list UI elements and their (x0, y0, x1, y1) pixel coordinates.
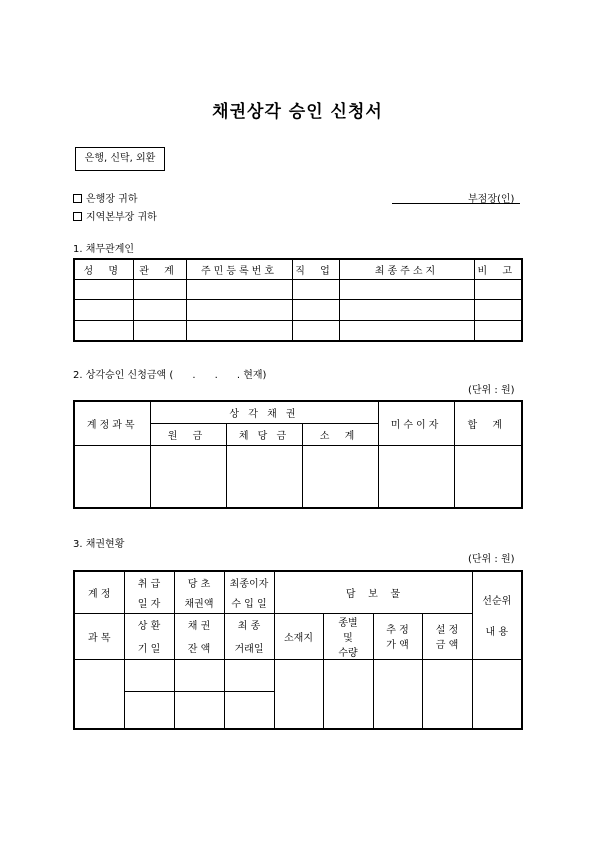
header-last-interest-2: 수 입 일 (224, 592, 274, 613)
addressee-line1-label: 은행장 귀하 (86, 194, 138, 205)
header-principal: 원 금 (150, 423, 226, 445)
addressee-bank-president (73, 190, 137, 205)
header-repay-date-1: 상 환 (124, 613, 174, 636)
header-type-qty-2: 및 (343, 632, 353, 644)
header-collateral: 담 보 물 (274, 571, 472, 613)
table-row (74, 320, 522, 341)
header-repay-date-2: 기 일 (124, 636, 174, 659)
addressee-regional-head (73, 208, 157, 223)
section2-heading: 2. 상각승인 신청금액 ( . . . 현재) (73, 370, 267, 381)
signer-label: 부점장(인) (468, 194, 515, 205)
header-set-amount (422, 613, 472, 659)
page-title: 채권상각 승인 신청서 (212, 102, 383, 122)
header-set-amount-1: 설 정 (435, 625, 459, 636)
header-name: 성 명 (74, 259, 133, 279)
checkbox-icon[interactable] (73, 212, 82, 221)
header-priority-1: 선순위 (482, 596, 512, 608)
header-est-value-2: 가 액 (386, 640, 409, 651)
table-row (74, 659, 522, 691)
header-handle-date-1: 취 급 (124, 571, 174, 592)
table-row (74, 299, 522, 320)
claim-status-table (73, 570, 523, 730)
section3-unit: (단위 : 원) (468, 554, 515, 565)
header-balance-2: 잔 액 (174, 636, 224, 659)
header-relation: 관 계 (133, 259, 186, 279)
header-id-number: 주민등록번호 (186, 259, 292, 279)
header-account: 계정과목 (74, 401, 150, 445)
header-last-txn-1: 최 종 (224, 613, 274, 636)
header-writeoff-claims: 상 각 채 권 (150, 401, 378, 423)
header-location: 소재지 (274, 613, 323, 659)
header-unpaid-interest: 미수이자 (378, 401, 454, 445)
section1-heading: 1. 채무관계인 (73, 244, 135, 255)
writeoff-amount-table (73, 400, 523, 509)
header-occupation: 직 업 (292, 259, 339, 279)
table-row (74, 279, 522, 299)
header-type-qty (323, 613, 373, 659)
debtor-table (73, 258, 523, 342)
header-last-address: 최종주소지 (339, 259, 474, 279)
header-last-txn-2: 거래일 (224, 636, 274, 659)
header-priority (472, 571, 522, 659)
header-last-interest-1: 최종이자 (224, 571, 274, 592)
header-type-qty-3: 수량 (338, 647, 358, 659)
header-arrears: 체 당 금 (226, 423, 302, 445)
header-type-qty-1: 종별 (338, 617, 358, 629)
header-total: 합 계 (454, 401, 522, 445)
header-handle-date-2: 일 자 (124, 592, 174, 613)
header-account-top: 계 정 (74, 571, 124, 613)
header-est-value-1: 추 정 (386, 625, 409, 636)
header-set-amount-2: 금 액 (435, 640, 459, 651)
header-remarks: 비 고 (474, 259, 522, 279)
header-initial-amount-2: 채권액 (174, 592, 224, 613)
section3-heading: 3. 채권현황 (73, 539, 125, 550)
addressee-line2-label: 지역본부장 귀하 (86, 212, 157, 223)
table-row (74, 445, 522, 508)
header-balance-1: 채 권 (174, 613, 224, 636)
header-est-value (373, 613, 422, 659)
header-initial-amount-1: 당 초 (174, 571, 224, 592)
checkbox-icon[interactable] (73, 194, 82, 203)
section2-unit: (단위 : 원) (468, 385, 515, 396)
header-subtotal: 소 계 (302, 423, 378, 445)
header-account-bottom: 과 목 (74, 613, 124, 659)
header-priority-2: 내 용 (485, 627, 509, 639)
branch-type-box: 은행, 신탁, 외환 (75, 147, 165, 171)
